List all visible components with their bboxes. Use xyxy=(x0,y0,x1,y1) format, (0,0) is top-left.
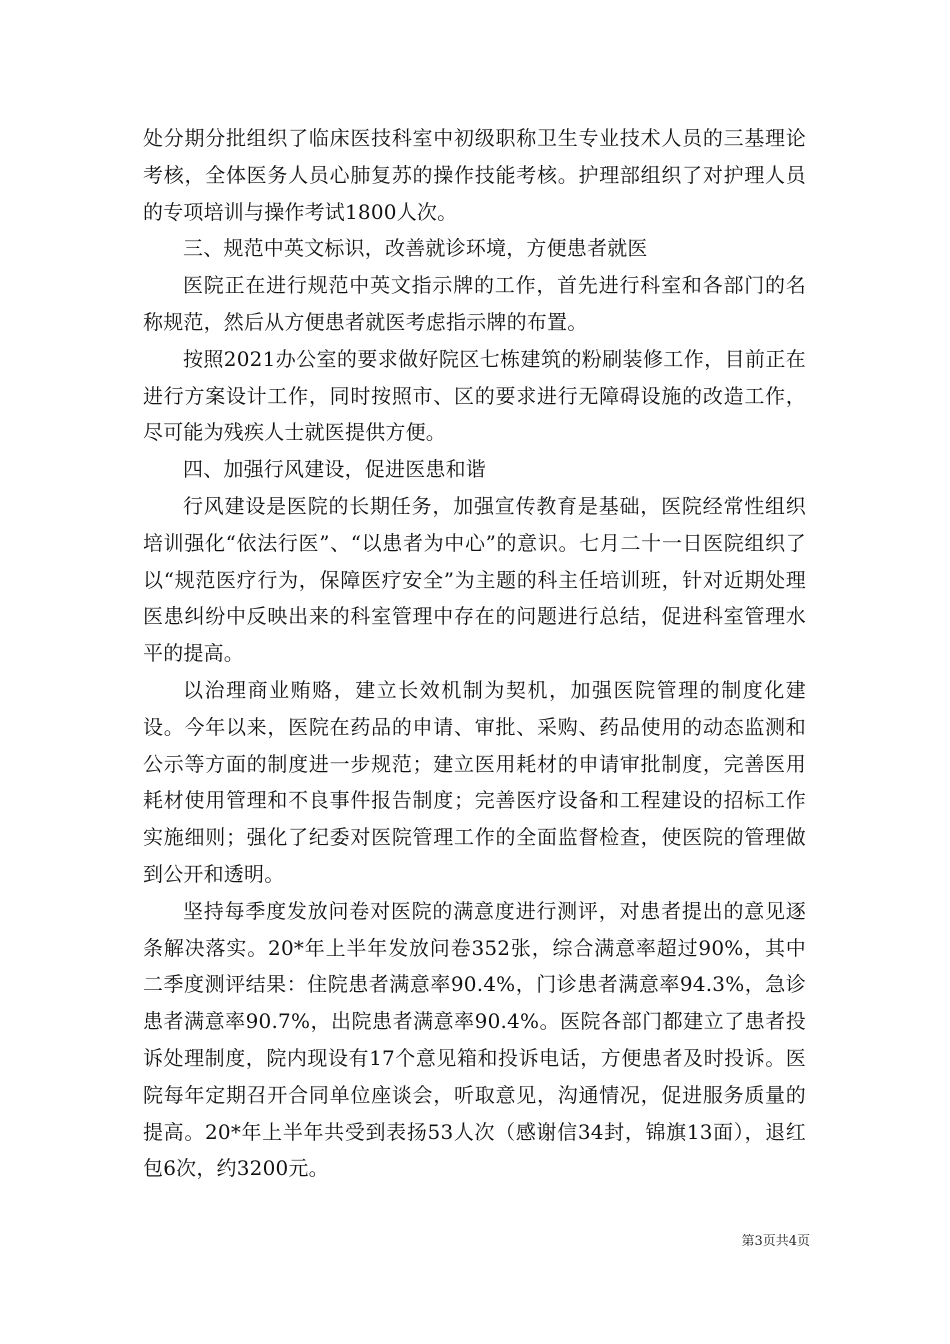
paragraph-signage: 医院正在进行规范中英文指示牌的工作，首先进行科室和各部门的名称规范，然后从方便患者就医考虑指示牌的布置。 xyxy=(143,273,806,334)
paragraph-renovation: 按照2021办公室的要求做好院区七栋建筑的粉刷装修工作，目前正在进行方案设计工作，同时按照市、区的要求进行无障碍设施的改造工作，尽可能为残疾人士就医提供方便。 xyxy=(143,346,806,445)
document-body xyxy=(143,120,806,1187)
paragraph-management-system: 以治理商业贿赂，建立长效机制为契机，加强医院管理的制度化建设。今年以来，医院在药品的申请、审批、采购、药品使用的动态监测和公示等方面的制度进一步规范；建立医用耗材的申请审批制度，完善医用耗材使用管理和不良事件报告制度；完善医疗设备和工程建设的招标工作实施细则；强化了纪委对医院管理工作的全面监督检查，使医院的管理做到公开和透明。 xyxy=(143,677,806,886)
paragraph-satisfaction-survey: 坚持每季度发放问卷对医院的满意度进行测评，对患者提出的意见逐条解决落实。20*年上半年发放问卷352张，综合满意率超过90%，其中二季度测评结果：住院患者满意率90.4%，门诊患者满意率94.3%，急诊患者满意率90.7%，出院患者满意率90.4%。医院各部门都建立了患者投诉处理制度，院内现设有17个意见箱和投诉电话，方便患者及时投诉。医院每年定期召开合同单位座谈会，听取意见，沟通情况，促进服务质量的提高。20*年上半年共受到表扬53人次（感谢信34封，锦旗13面），退红包6次，约3200元。 xyxy=(143,898,806,1181)
paragraph-assessment-continued: 处分期分批组织了临床医技科室中初级职称卫生专业技术人员的三基理论考核，全体医务人员心肺复苏的操作技能考核。护理部组织了对护理人员的专项培训与操作考试1800人次。 xyxy=(143,126,806,224)
page-number: 第3页共4页 xyxy=(741,1234,810,1249)
section-heading-signage: 三、规范中英文标识，改善就诊环境，方便患者就医 xyxy=(183,236,648,261)
section-heading-conduct: 四、加强行风建设，促进医患和谐 xyxy=(183,457,486,482)
paragraph-conduct-training: 行风建设是医院的长期任务，加强宣传教育是基础，医院经常性组织培训强化“依法行医”、“以患者为中心”的意识。七月二十一日医院组织了以“规范医疗行为，保障医疗安全”为主题的科主任培训班，针对近期处理医患纠纷中反映出来的科室管理中存在的问题进行总结，促进科室管理水平的提高。 xyxy=(143,493,806,666)
